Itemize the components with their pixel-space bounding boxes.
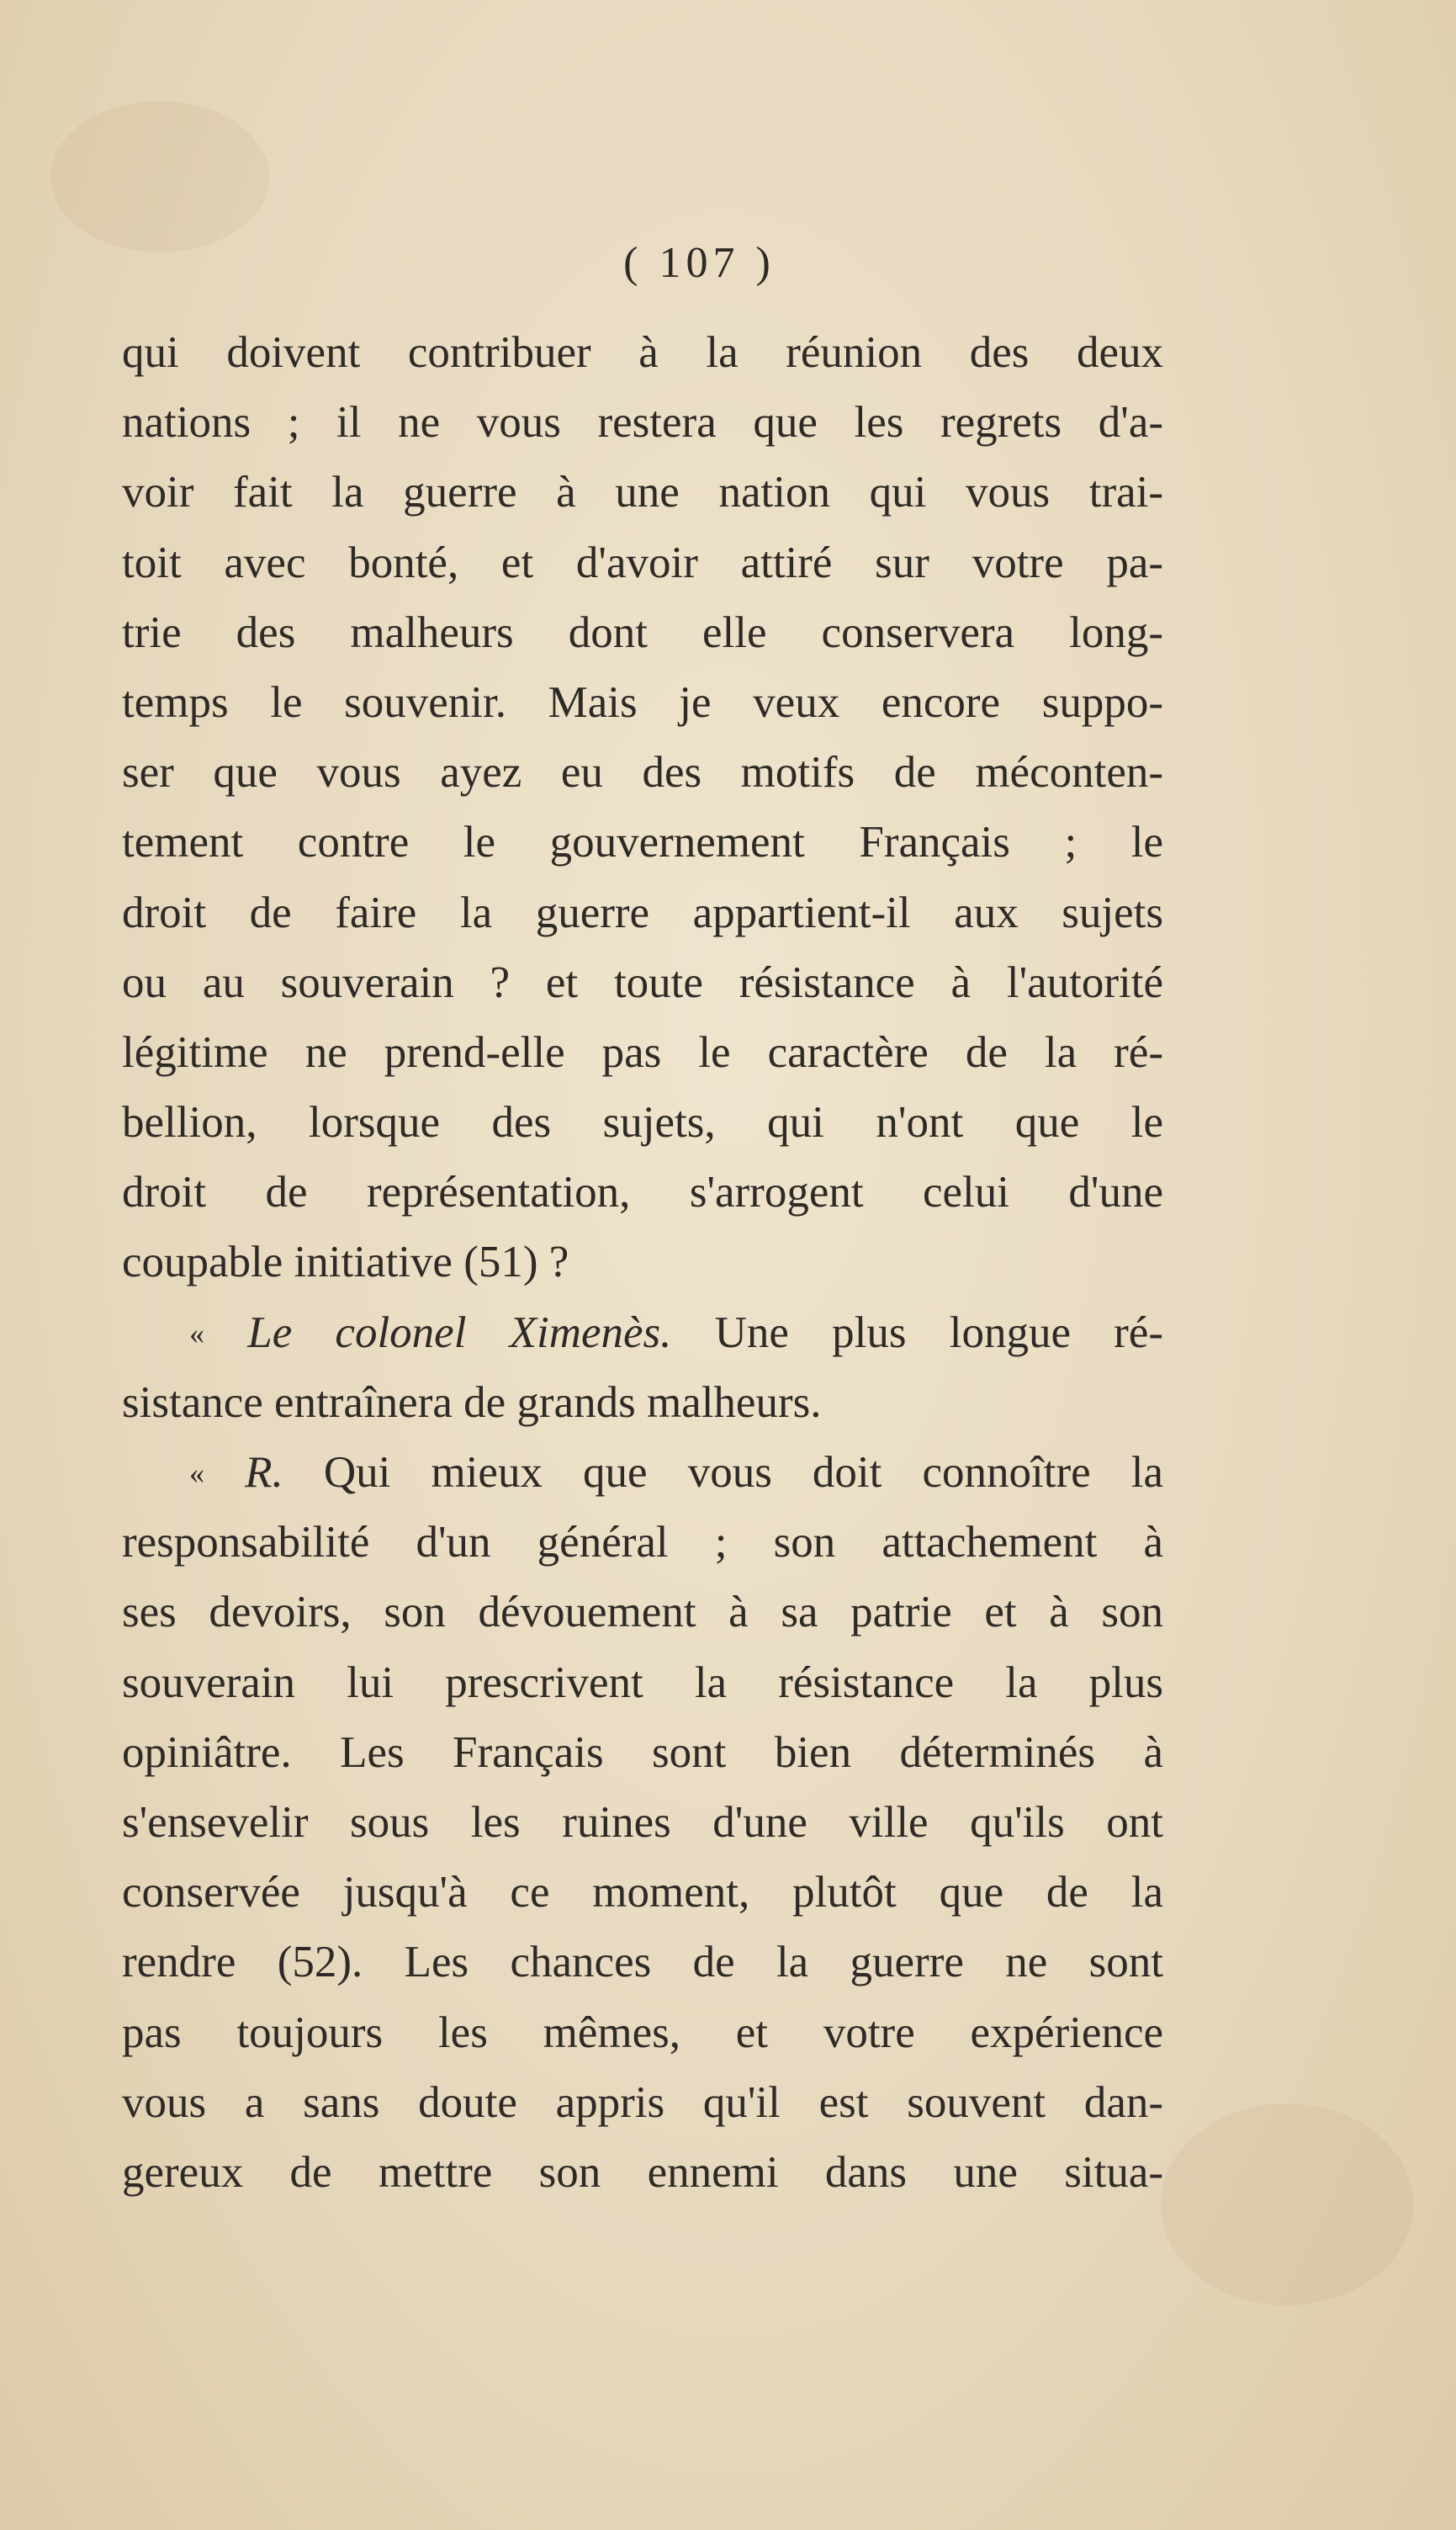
text-line: qui doivent contribuer à la réunion des deux xyxy=(122,328,1163,377)
dialogue-line: rendre (52). Les chances de la guerre ne sont xyxy=(122,1938,1163,1987)
text-line: ser que vous ayez eu des motifs de méconten- xyxy=(122,748,1163,798)
paper-stain xyxy=(50,101,269,252)
dialogue-line: ses devoirs, son dévouement à sa patrie et à son xyxy=(122,1588,1163,1637)
text-line: bellion, lorsque des sujets, qui n'ont que le xyxy=(122,1098,1163,1148)
dialogue-line: conservée jusqu'à ce moment, plutôt que de la xyxy=(122,1868,1163,1917)
dialogue-text: Une plus longue ré- xyxy=(671,1307,1163,1357)
text-line: temps le souvenir. Mais je veux encore suppo- xyxy=(122,677,1163,727)
body-text xyxy=(122,318,1163,2208)
dialogue-line xyxy=(122,1438,1163,1508)
dialogue-line: s'ensevelir sous les ruines d'une ville qu'ils ont xyxy=(122,1797,1163,1847)
text-line: ou au souverain ? et toute résistance à l'autorité xyxy=(122,957,1163,1007)
dialogue-line: opiniâtre. Les Français sont bien déterminés à xyxy=(122,1727,1163,1777)
paper-stain xyxy=(1161,2103,1413,2305)
text-line: toit avec bonté, et d'avoir attiré sur votre pa- xyxy=(122,538,1163,587)
dialogue-line xyxy=(122,1298,1163,1368)
text-line: tement contre le gouvernement Français ; le xyxy=(122,818,1163,867)
dialogue-line: sistance entraînera de grands malheurs. xyxy=(122,1377,822,1427)
dialogue-line: pas toujours les mêmes, et votre expérience xyxy=(122,2008,1163,2057)
text-line: nations ; il ne vous restera que les regrets d'a- xyxy=(122,398,1163,448)
quote-mark: « xyxy=(189,1456,204,1490)
text-line: trie des malheurs dont elle conservera long- xyxy=(122,607,1163,657)
dialogue-line: vous a sans doute appris qu'il est souvent dan- xyxy=(122,2077,1163,2127)
dialogue-line: gereux de mettre son ennemi dans une situa- xyxy=(122,2147,1163,2197)
text-line: coupable initiative (51) ? xyxy=(122,1238,569,1287)
page-number: ( 107 ) xyxy=(623,239,776,287)
speaker-name: Le colonel Ximenès. xyxy=(247,1307,672,1357)
text-line: voir fait la guerre à une nation qui vous trai- xyxy=(122,468,1163,517)
dialogue-text: Qui mieux que vous doit connoître la xyxy=(283,1448,1163,1497)
text-line: droit de faire la guerre appartient-il aux sujets xyxy=(122,888,1163,937)
dialogue-line: souverain lui prescrivent la résistance la plus xyxy=(122,1657,1163,1707)
dialogue-line: responsabilité d'un général ; son attachement à xyxy=(122,1518,1163,1567)
quote-mark: « xyxy=(189,1316,204,1350)
text-line: droit de représentation, s'arrogent celui d'une xyxy=(122,1168,1163,1217)
text-line: légitime ne prend-elle pas le caractère de la ré- xyxy=(122,1027,1163,1077)
speaker-name: R. xyxy=(245,1448,283,1497)
